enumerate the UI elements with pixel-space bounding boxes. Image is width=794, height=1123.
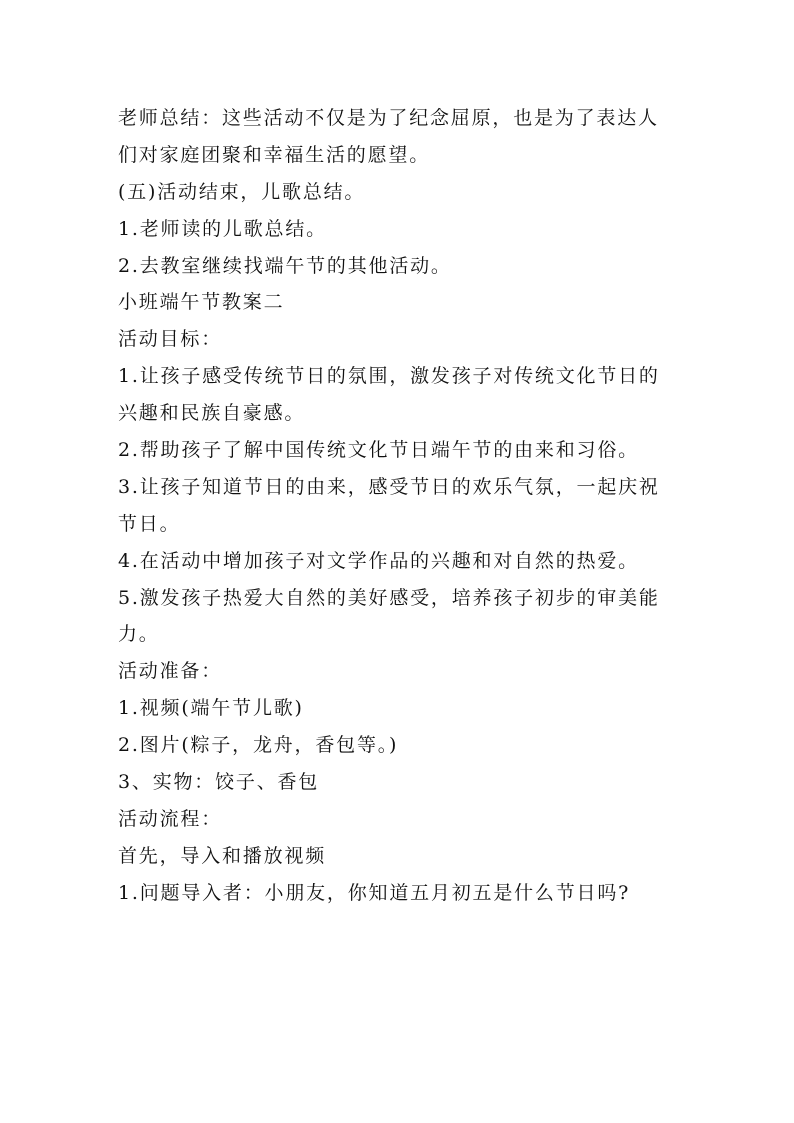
text-line: 兴趣和民族自豪感。 (118, 402, 306, 425)
list-item: 3、实物：饺子、香包 (118, 771, 320, 794)
text-line: 节日。 (118, 512, 181, 535)
section-heading: 活动目标： (118, 328, 223, 351)
text-line: 们对家庭团聚和幸福生活的愿望。 (118, 143, 431, 166)
text-line: 力。 (118, 623, 160, 646)
list-item: 1.问题导入者：小朋友，你知道五月初五是什么节日吗? (118, 881, 631, 904)
list-item: 2.去教室继续找端午节的其他活动。 (118, 254, 452, 277)
section-heading: 活动准备： (118, 660, 223, 683)
list-item: 5.激发孩子热爱大自然的美好感受，培养孩子初步的审美能 (118, 586, 660, 609)
list-item: 1.老师读的儿歌总结。 (118, 217, 327, 240)
document-body (118, 100, 678, 912)
text-line: 老师总结：这些活动不仅是为了纪念屈原，也是为了表达人 (118, 107, 659, 129)
list-item: 3.让孩子知道节日的由来，感受节日的欢乐气氛，一起庆祝 (118, 475, 660, 498)
list-item: 1.视频(端午节儿歌) (118, 697, 304, 720)
section-heading: 活动流程： (118, 807, 223, 830)
list-item: 2.帮助孩子了解中国传统文化节日端午节的由来和习俗。 (118, 439, 639, 462)
list-item: 4.在活动中增加孩子对文学作品的兴趣和对自然的热爱。 (118, 549, 639, 572)
section-heading: (五)活动结束，儿歌总结。 (118, 180, 366, 203)
text-line: 首先，导入和播放视频 (118, 844, 327, 867)
list-item: 2.图片(粽子，龙舟，香包等。) (118, 734, 399, 757)
section-heading: 小班端午节教案二 (118, 291, 285, 314)
list-item: 1.让孩子感受传统节日的氛围，激发孩子对传统文化节日的 (118, 365, 660, 388)
